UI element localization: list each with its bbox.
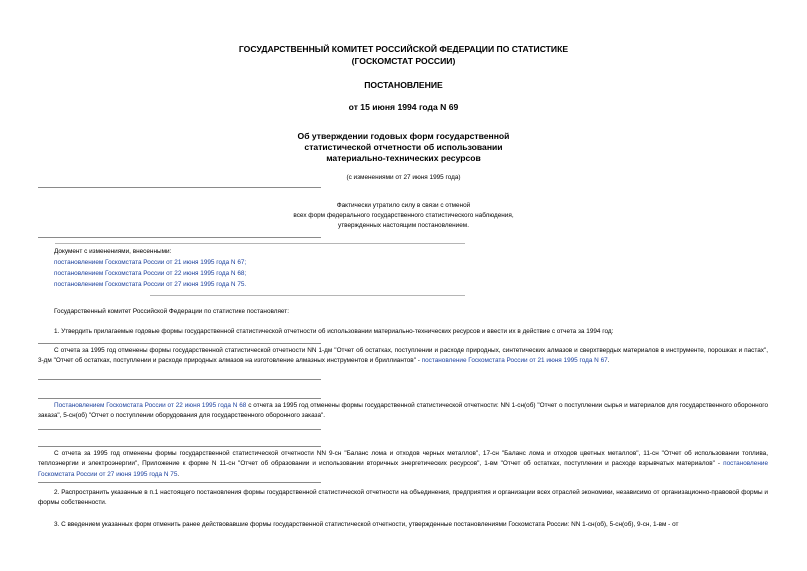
divider <box>38 446 321 447</box>
edition-note-2-text: с отчета за 1995 год отменены формы государственной статистической отчетности: NN 1-сн(об) "Отчет о поступлении сырья и материалов для государственного оборонного заказа", 5-сн(об) "Отчет о поступлении оборудования для государственного оборонного заказа". <box>38 402 769 420</box>
committee-name: ГОСУДАРСТВЕННЫЙ КОМИТЕТ РОССИЙСКОЙ ФЕДЕРАЦИИ ПО СТАТИСТИКЕ <box>238 44 569 54</box>
edition-note-3 <box>38 449 768 480</box>
committee-abbreviation: (ГОСКОМСТАТ РОССИИ) <box>351 56 456 66</box>
amendment-date-note: (с изменениями от 27 июня 1995 года) <box>346 174 461 181</box>
divider <box>38 379 321 380</box>
amendment-link-1[interactable]: постановлением Госкомстата России от 21 июня 1995 года N 67; <box>54 259 247 266</box>
divider <box>38 237 321 238</box>
amendment-link-2[interactable]: постановлением Госкомстата России от 22 июня 1995 года N 68; <box>54 270 247 277</box>
amendment-link-3[interactable]: постановлением Госкомстата России от 27 июня 1995 года N 75. <box>54 281 247 288</box>
edition-note-1 <box>38 346 768 367</box>
divider <box>38 398 321 399</box>
document-title-line-3: материально-технических ресурсов <box>326 153 481 163</box>
edition-note-1-end: . <box>607 357 610 365</box>
item-1: 1. Утвердить прилагаемые годовые формы государственной статистической отчетности об использовании материально-технических ресурсов и ввести их в действие с отчета за 1994 год: <box>54 328 614 335</box>
amendments-intro: Документ с изменениями, внесенными: <box>54 248 172 255</box>
item-2: 2. Распространить указанные в п.1 настоящего постановления формы государственной статистической отчетности на объединения, предприятия и организации всех отраслей экономики, независимо от организационно-правовой формы и формы собственности. <box>38 489 768 507</box>
divider <box>38 429 321 430</box>
status-note-line-3: утвержденных настоящим постановлением. <box>338 222 469 229</box>
edition-note-2 <box>38 401 768 422</box>
divider <box>38 482 321 483</box>
edition-note-2-link[interactable]: Постановлением Госкомстата России от 22 июня 1995 года N 68 <box>54 402 247 409</box>
document-date: от 15 июня 1994 года N 69 <box>348 102 459 112</box>
status-note-line-2: всех форм федерального государственного статистического наблюдения, <box>293 212 514 219</box>
resolves-clause: Государственный комитет Российской Федерации по статистике постановляет: <box>54 308 289 315</box>
edition-note-3-text: С отчета за 1995 год отменены формы государственной статистической отчетности NN 9-сн "Баланс лома и отходов черных металлов", 17-сн "Баланс лома и отходов цветных металлов", 11-сн "Отчет об использовании топлива, теплоэнергии и электроэнергии", Приложение к форме N 11-сн "Отчет об образовании и использовании вторичных энергетических ресурсов", 1-вм "Отчет об остатках, поступлении и расходе взрывчатых материалов" - <box>38 450 768 468</box>
item-3: 3. С введением указанных форм отменить ранее действовавшие формы государственной статистической отчетности, утвержденные постановлениями Госкомстата России: NN 1-сн(об), 5-сн(об), 9-сн, 1-вм - от <box>54 521 679 528</box>
document-title-line-2: статистической отчетности об использовании <box>304 142 503 152</box>
edition-note-3-end: . <box>177 470 180 478</box>
document-title-line-1: Об утверждении годовых форм государственной <box>297 131 510 141</box>
edition-note-1-text: С отчета за 1995 год отменены формы государственной статистической отчетности NN 1-дм "Отчет об остатках, поступлении и расходе природных, синтетических алмазов и сверхтвердых материалов в инструменте, порошках и пастах", 3-дм "Отчет об остатках, поступлении и расходе природных алмазов на изготовление алмазных инструментов и бриллиантов" - <box>38 347 768 365</box>
document-type: ПОСТАНОВЛЕНИЕ <box>364 80 443 90</box>
divider <box>38 343 321 344</box>
edition-note-3-link[interactable]: постановление Госкомстата России от 27 июня 1995 года N 75 <box>38 460 768 478</box>
divider <box>38 187 321 188</box>
divider <box>55 243 465 244</box>
divider <box>150 295 465 296</box>
status-note-line-1: Фактически утратило силу в связи с отменой <box>336 202 471 209</box>
edition-note-1-link[interactable]: постановление Госкомстата России от 21 июня 1995 года N 67 <box>421 357 608 365</box>
